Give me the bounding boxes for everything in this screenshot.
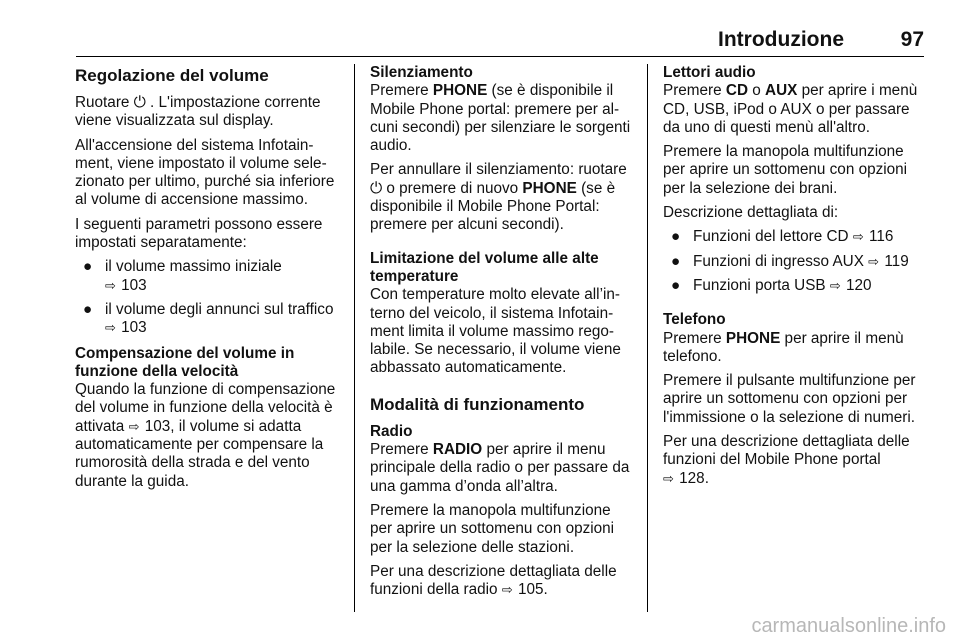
subheading: Limitazione del volume alle alte temperature	[370, 249, 599, 285]
paragraph: Premere CD o AUX per aprire i menù CD, USB, iPod o AUX o per passare da uno di questi menù all'altro.	[663, 82, 918, 136]
list-item: ● il volume massimo iniziale ⇨ 103	[83, 258, 282, 294]
column-divider	[354, 64, 355, 612]
section-heading: Regolazione del volume	[75, 66, 269, 85]
power-knob-icon: ⏻	[370, 179, 383, 197]
list-item: ● il volume degli annunci sul traffico ⇨ 103	[83, 300, 334, 337]
key-name: CD	[725, 82, 749, 100]
key-name: PHONE	[725, 329, 781, 347]
paragraph: Premere PHONE (se è disponibile il Mobile Phone portal: premere per alcuni secondi) per silenziare le sorgenti audio.	[370, 82, 631, 155]
paragraph: Per una descrizione dettagliata delle funzioni del Mobile Phone portal ⇨ 128.	[663, 433, 910, 487]
list-item: ● Funzioni del lettore CD ⇨ 116	[671, 228, 894, 246]
page-reference[interactable]: 103	[144, 417, 171, 435]
paragraph: Premere il pulsante multifunzione per aprire un sottomenu con opzioni per l'immissione o la selezione di numeri.	[663, 372, 916, 426]
paragraph: Premere la manopola multifunzione per aprire un sottomenu con opzioni per la selezione dei brani.	[663, 143, 908, 197]
paragraph: I seguenti parametri possono essere impostati separatamente:	[75, 215, 323, 252]
list-item: ● Funzioni porta USB ⇨ 120	[671, 276, 872, 294]
paragraph: Premere PHONE per aprire il menù telefono.	[663, 329, 904, 365]
subheading: Radio	[370, 422, 413, 440]
page-reference[interactable]: 128	[679, 469, 705, 487]
page-ref-icon: ⇨	[829, 277, 841, 293]
page-reference[interactable]: 103	[121, 276, 147, 294]
subheading: Telefono	[663, 311, 726, 329]
key-name: AUX	[765, 82, 798, 100]
watermark: carmanualsonline.info	[751, 615, 946, 637]
section-title: Introduzione	[718, 28, 844, 51]
page-reference[interactable]: 105	[517, 581, 544, 599]
page-ref-icon: ⇨	[105, 277, 116, 293]
paragraph: Descrizione dettagliata di:	[663, 204, 839, 222]
paragraph: Quando la funzione di compensazione del volume in funzione della velocità è attivata ⇨ 103, il volume si adatta automaticamente per compensare la rumorosità della strada e del vento durante la guida.	[75, 381, 336, 490]
page-reference[interactable]: 119	[884, 252, 909, 270]
bullet-icon: ●	[671, 228, 681, 246]
paragraph: Per una descrizione dettagliata delle funzioni della radio ⇨ 105.	[370, 562, 617, 599]
column-divider	[647, 64, 648, 612]
power-knob-icon: ⏻	[133, 94, 146, 111]
bullet-icon: ●	[671, 252, 681, 270]
key-name: PHONE	[432, 82, 488, 100]
paragraph: Ruotare ⏻ . L'impostazione corrente viene visualizzata sul display.	[75, 94, 321, 130]
subheading: Lettori audio	[663, 64, 756, 81]
paragraph: Con temperature molto elevate all’interno del veicolo, il sistema Infotainment limita il volume massimo regolabile. Se necessario, il volume viene abbassato automaticamente.	[370, 286, 621, 377]
column-left	[75, 64, 343, 497]
section-heading: Modalità di funzionamento	[370, 394, 585, 414]
paragraph: Per annullare il silenziamento: ruotare ⏻ o premere di nuovo PHONE (se è disponibile il Mobile Phone Portal: premere per alcuni secondi).	[370, 161, 627, 234]
bullet-icon: ●	[83, 300, 93, 318]
page-ref-icon: ⇨	[128, 418, 140, 434]
bullet-list	[663, 228, 925, 295]
paragraph: All'accensione del sistema Infotainment, viene impostato il volume selezionato per ultimo, purché sia inferiore al volume di accensione massimo.	[75, 136, 335, 209]
page-reference[interactable]: 103	[121, 319, 147, 337]
page-reference[interactable]: 120	[846, 276, 872, 294]
subheading: Compensazione del volume in funzione della velocità	[75, 344, 295, 380]
column-middle	[370, 64, 632, 605]
subheading: Silenziamento	[370, 64, 473, 81]
list-item: ● Funzioni di ingresso AUX ⇨ 119	[671, 252, 909, 270]
page-header	[76, 28, 924, 57]
paragraph: Premere la manopola multifunzione per aprire un sottomenu con opzioni per la selezione delle stazioni.	[370, 501, 615, 556]
page-ref-icon: ⇨	[852, 229, 864, 245]
column-right	[663, 64, 925, 494]
paragraph: Premere RADIO per aprire il menu principale della radio o per passare da una gamma d’onda all’altra.	[370, 441, 630, 495]
page-ref-icon: ⇨	[105, 320, 116, 336]
bullet-icon: ●	[671, 276, 681, 294]
bullet-icon: ●	[83, 258, 93, 276]
page-reference[interactable]: 116	[869, 228, 894, 246]
page-ref-icon: ⇨	[868, 253, 880, 269]
page-ref-icon: ⇨	[663, 470, 674, 486]
key-name: PHONE	[522, 179, 577, 197]
page-number: 97	[900, 28, 924, 51]
key-name: RADIO	[432, 441, 483, 459]
page-ref-icon: ⇨	[501, 582, 513, 598]
bullet-list	[75, 258, 343, 337]
